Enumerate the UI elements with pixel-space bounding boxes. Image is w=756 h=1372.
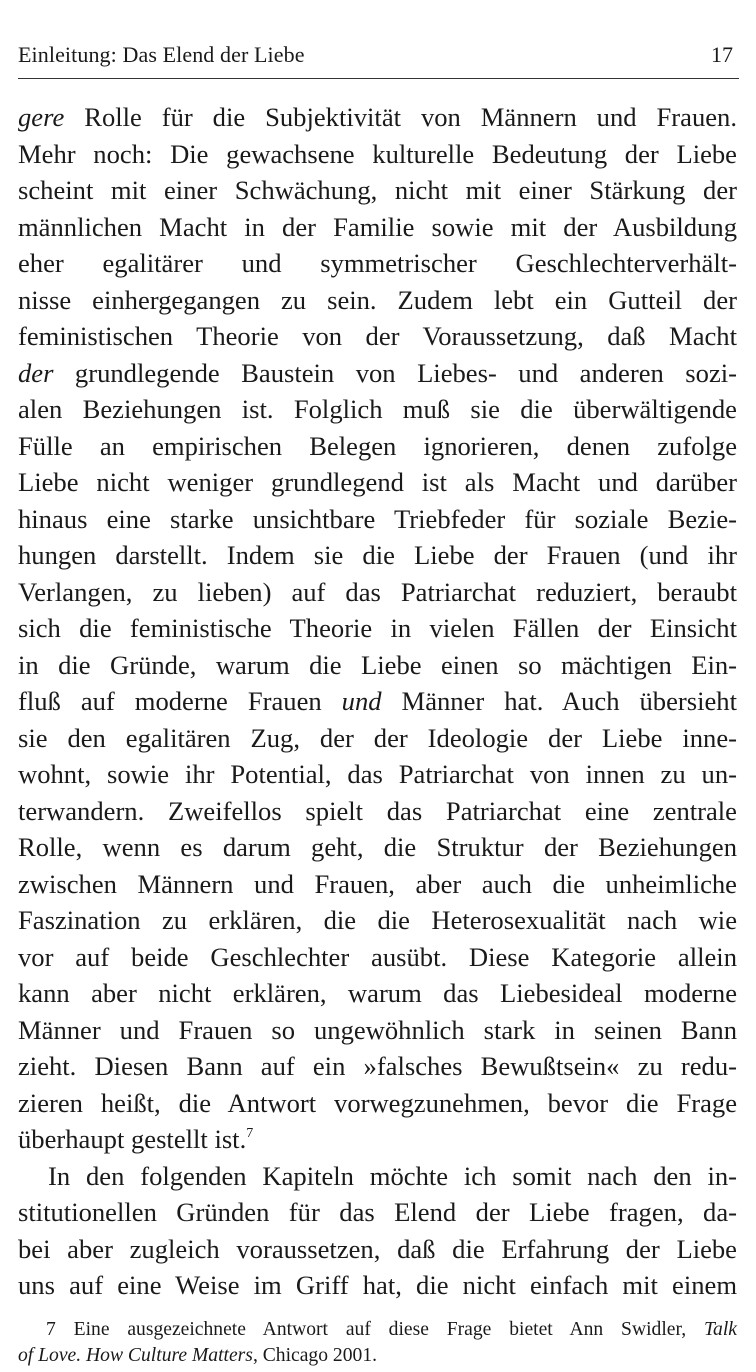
text-line bbox=[18, 1048, 737, 1085]
text-segment: Fülle an empirischen Belegen ignorieren, denen zufolge bbox=[18, 430, 737, 461]
text-segment: of Love. How Culture Matters bbox=[18, 1345, 253, 1366]
text-segment: grundlegende Baustein von Liebes- und anderen sozi- bbox=[53, 357, 737, 388]
text-line bbox=[18, 172, 737, 209]
text-line bbox=[18, 318, 737, 355]
text-segment: Mehr noch: Die gewachsene kulturelle Bedeutung der Liebe bbox=[18, 138, 737, 169]
text-segment: und bbox=[341, 686, 382, 716]
running-title: Einleitung: Das Elend der Liebe bbox=[18, 42, 305, 67]
text-segment: eher egalitärer und symmetrischer Geschlechterverhält- bbox=[18, 248, 737, 278]
text-line bbox=[18, 610, 737, 647]
text-segment: zwischen Männern und Frauen, aber auch die unheimliche bbox=[18, 868, 737, 899]
footnote-line bbox=[18, 1343, 737, 1369]
text-line bbox=[18, 1231, 737, 1268]
text-line bbox=[18, 1267, 737, 1304]
text-segment: feministischen Theorie von der Voraussetzung, daß Macht bbox=[18, 321, 737, 351]
text-segment: Liebe nicht weniger grundlegend ist als Macht und darüber bbox=[18, 467, 737, 497]
text-line bbox=[18, 245, 737, 282]
text-line bbox=[18, 501, 737, 538]
text-segment: fluß auf moderne Frauen bbox=[18, 686, 342, 716]
text-segment: Rolle für die Subjektivität von Männern und Frauen. bbox=[64, 102, 737, 132]
text-segment: uns auf eine Weise im Griff hat, die nicht einfach mit einem bbox=[18, 1270, 737, 1300]
text-segment: alen Beziehungen ist. Folglich muß sie die überwältigende bbox=[18, 394, 737, 424]
page-number: 17 bbox=[711, 42, 733, 67]
text-segment: sie den egalitären Zug, der der Ideologie der Liebe inne- bbox=[18, 722, 737, 753]
text-line bbox=[18, 209, 737, 246]
text-segment: überhaupt gestellt ist. bbox=[18, 1124, 247, 1154]
text-segment: männlichen Macht in der Familie sowie mit der Ausbildung bbox=[18, 211, 737, 242]
text-line bbox=[18, 282, 737, 319]
text-line bbox=[18, 866, 737, 903]
text-line bbox=[18, 720, 737, 757]
text-segment: Eine ausgezeichnete Antwort auf diese Frage bietet Ann Swidler, bbox=[55, 1319, 704, 1340]
text-line bbox=[18, 136, 737, 173]
text-segment: zieren heißt, die Antwort vorwegzunehmen, bevor die Frage bbox=[18, 1087, 737, 1118]
text-line bbox=[18, 1085, 737, 1122]
text-line bbox=[18, 902, 737, 939]
text-segment: Talk bbox=[703, 1319, 737, 1340]
text-segment: scheint mit einer Schwächung, nicht mit einer Stärkung der bbox=[18, 175, 737, 205]
text-segment: kann aber nicht erklären, warum das Liebesideal moderne bbox=[18, 978, 737, 1008]
text-segment: Rolle, wenn es darum geht, die Struktur der Beziehungen bbox=[18, 832, 737, 862]
text-segment: hungen darstellt. Indem sie die Liebe der Frauen (und ihr bbox=[18, 540, 737, 570]
text-line bbox=[18, 829, 737, 866]
text-line bbox=[18, 939, 737, 976]
running-header bbox=[18, 42, 739, 79]
text-line bbox=[18, 683, 737, 720]
text-segment: der bbox=[18, 357, 54, 388]
footnote-line bbox=[18, 1317, 737, 1343]
text-line bbox=[18, 975, 737, 1012]
text-line bbox=[18, 464, 737, 501]
text-line bbox=[18, 537, 737, 574]
text-segment: Faszination zu erklären, die die Heterosexualität nach wie bbox=[18, 905, 737, 935]
text-segment: vor auf beide Geschlechter ausübt. Diese Kategorie allein bbox=[18, 941, 737, 972]
text-segment: nisse einhergegangen zu sein. Zudem lebt ein Gutteil der bbox=[18, 284, 737, 315]
text-line bbox=[18, 1158, 737, 1195]
text-segment: Männer und Frauen so ungewöhnlich stark in seinen Bann bbox=[18, 1014, 737, 1045]
text-segment: Verlangen, zu lieben) auf das Patriarchat reduziert, beraubt bbox=[18, 576, 737, 607]
text-segment: bei aber zugleich voraussetzen, daß die Erfahrung der Liebe bbox=[18, 1233, 737, 1264]
text-line bbox=[18, 99, 737, 136]
text-segment: zieht. Diesen Bann auf ein »falsches Bewußtsein« zu redu- bbox=[18, 1051, 737, 1081]
text-line bbox=[18, 647, 737, 684]
footnotes bbox=[18, 1317, 737, 1369]
text-segment: , Chicago 2001. bbox=[252, 1345, 378, 1366]
text-line bbox=[18, 793, 737, 830]
text-line bbox=[18, 1194, 737, 1231]
text-line bbox=[18, 756, 737, 793]
text-segment: stitutionellen Gründen für das Elend der Liebe fragen, da- bbox=[18, 1197, 737, 1227]
body-text bbox=[18, 99, 737, 1304]
text-segment: wohnt, sowie ihr Potential, das Patriarchat von innen zu un- bbox=[18, 759, 737, 789]
text-segment: Männer hat. Auch übersieht bbox=[381, 686, 737, 716]
text-segment: In den folgenden Kapiteln möchte ich somit nach den in- bbox=[48, 1160, 737, 1191]
text-line bbox=[18, 428, 737, 465]
text-segment: sich die feministische Theorie in vielen Fällen der Einsicht bbox=[18, 613, 737, 643]
text-segment: hinaus eine starke unsichtbare Triebfeder für soziale Bezie- bbox=[18, 503, 737, 534]
footnote-number: 7 bbox=[46, 1319, 56, 1340]
footnote-ref: 7 bbox=[246, 1126, 254, 1141]
text-segment: gere bbox=[18, 102, 65, 132]
text-line bbox=[18, 574, 737, 611]
text-segment: terwandern. Zweifellos spielt das Patriarchat eine zentrale bbox=[18, 795, 737, 826]
text-line bbox=[18, 1012, 737, 1049]
text-segment: in die Gründe, warum die Liebe einen so mächtigen Ein- bbox=[18, 649, 737, 680]
text-line bbox=[18, 1121, 737, 1158]
text-line bbox=[18, 391, 737, 428]
text-line bbox=[18, 355, 737, 392]
